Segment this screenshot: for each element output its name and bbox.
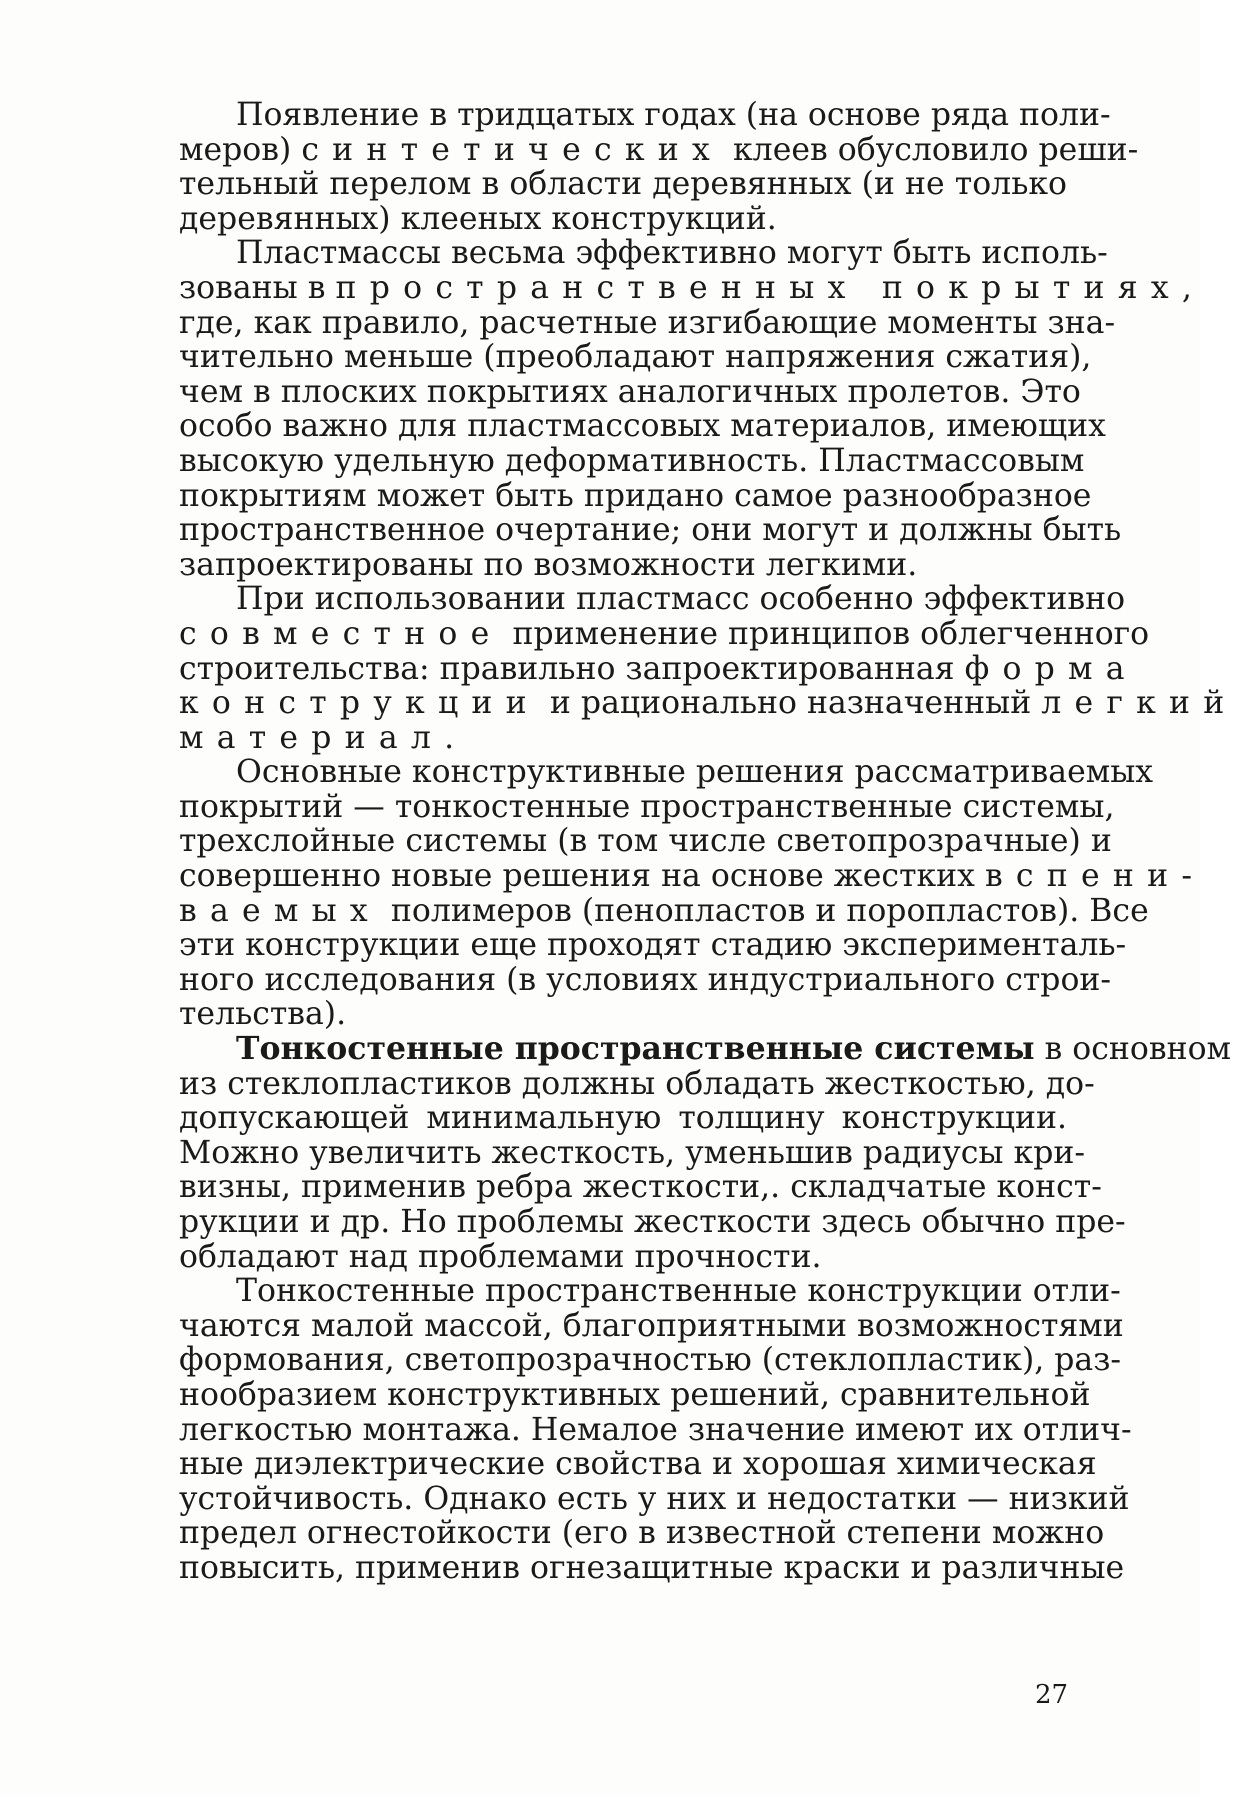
emphasized-word: форма [964,650,1138,687]
text-fragment: зованы в [179,269,336,306]
text-line: чаются малой массой, благоприятными возможностями [179,1307,1124,1344]
emphasized-word: пространственных покрытиях, [335,269,1206,306]
text-line: где, как правило, расчетные изгибающие моменты зна- [179,304,1116,341]
text-line: ного исследования (в условиях индустриального строи- [179,961,1112,998]
text-line [122,721,1067,756]
paragraph-4 [122,754,1206,1033]
text-line: повысить, применив огнезащитные краски и различные [179,1549,1125,1586]
paragraph-3 [122,581,1237,756]
text-fragment: . [444,719,455,756]
text-line: Основные конструктивные решения рассматриваемых [236,754,1154,791]
text-line: обладают над проблемами прочности. [179,1238,822,1275]
text-line: чем в плоских покрытиях аналогичных пролетов. Это [179,373,1081,410]
emphasized-word: вспени- [984,858,1206,895]
text-line: Пластмассы весьма эффективно могут быть исполь- [236,235,1108,272]
text-fragment: совершенно новые решения на основе жестких [179,858,985,895]
text-line: пространственное очертание; они могут и должны быть [179,512,1122,549]
text-line: устойчивость. Однако есть у них и недостатки — низкий [179,1480,1130,1517]
emphasized-word: конструкции [179,685,540,722]
paragraph-6 [122,1273,1132,1586]
text-line: особо важно для пластмассовых материалов, имеющих [179,408,1106,445]
emphasized-word: синтетических [301,131,723,168]
text-line [122,892,1149,929]
text-line: трехслойные системы (в том числе светопрозрачные) и [179,823,1112,860]
body-text [122,97,1237,1586]
text-line: Появление в тридцатых годах (на основе ряда поли- [236,97,1111,133]
text-line: покрытиям может быть придано самое разнообразное [179,477,1092,514]
text-line: формования, светопрозрачностью (стеклопластик), раз- [179,1342,1122,1379]
text-line: чительно меньше (преобладают напряжения сжатия), [179,339,1092,376]
text-line [122,269,1206,306]
text-line [122,685,1237,722]
paragraph-2 [122,235,1206,583]
text-line: легкостью монтажа. Немалое значение имеют их отлич- [179,1411,1132,1448]
text-line [122,1030,1232,1068]
emphasized-word: совместное [179,615,503,652]
text-fragment: применение принципов облегченного [502,615,1150,652]
text-line: Тонкостенные пространственные конструкции отли- [236,1273,1121,1310]
emphasized-word: материал [179,719,445,756]
text-fragment: полимеров (пенопластов и поропластов). Все [380,892,1149,929]
text-line: запроектированы по возможности легкими. [179,546,918,583]
text-line: нообразием конструктивных решений, сравнительной [179,1376,1091,1413]
text-line [122,650,1138,687]
text-line: высокую удельную деформативность. Пластмассовым [179,442,1085,479]
text-line: предел огнестойкости (его в известной степени можно [179,1515,1105,1552]
text-fragment: в основном [1034,1031,1232,1068]
text-line: Можно увеличить жесткость, уменьшив радиусы кри- [179,1134,1086,1171]
text-line: из стеклопластиков должны обладать жесткостью, до- [179,1065,1095,1102]
text-line: тельный перелом в области деревянных (и не только [179,166,1067,203]
text-fragment: меров) [179,131,302,168]
text-line: визны, применив ребра жесткости,. складчатые конст- [179,1169,1102,1206]
text-line: деревянных) клееных конструкций. [179,200,777,237]
emphasized-word: ваемых [179,892,381,929]
text-line [122,131,1139,168]
text-fragment: строительства: правильно запроектированная [179,650,965,687]
text-fragment: и рационально назначенный [539,685,1042,722]
paragraph-1 [122,97,1139,237]
bold-term: Тонкостенные пространственные системы [236,1030,1035,1068]
text-line: ные диэлектрические свойства и хорошая химическая [179,1446,1097,1483]
text-line: тельства). [179,996,347,1033]
text-line [122,615,1150,652]
text-line: эти конструкции еще проходят стадию эксперименталь- [179,927,1127,964]
text-line [122,858,1206,895]
emphasized-word: легкий [1041,685,1237,722]
text-line: При использовании пластмасс особенно эффективно [236,581,1126,618]
text-fragment: клеев обусловило реши- [722,131,1139,168]
paragraph-5 [122,1030,1232,1275]
text-line: покрытий — тонкостенные пространственные системы, [179,788,1115,825]
text-line: допускающей минимальную толщину конструкции. [179,1100,1067,1137]
text-line: рукции и др. Но проблемы жесткости здесь обычно пре- [179,1204,1126,1240]
page-number: 27 [1035,1680,1069,1710]
